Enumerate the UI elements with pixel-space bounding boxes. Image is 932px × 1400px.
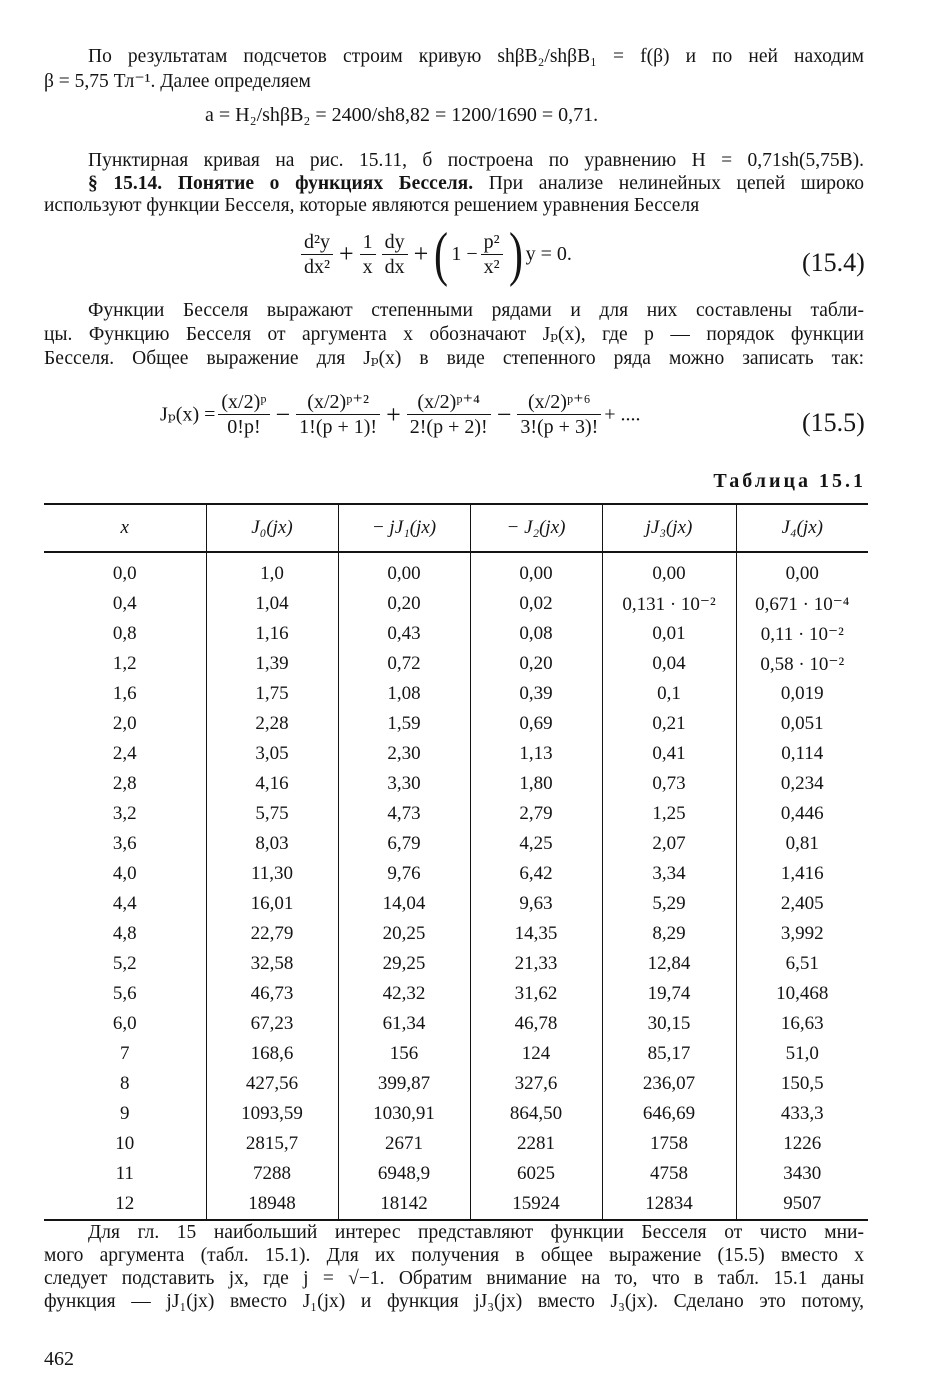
table-cell: 12834 xyxy=(602,1189,736,1220)
table-cell: 2,8 xyxy=(112,773,137,794)
equation-15-4: $\frac{\text{d²y}}{\text{dx²}}$ + $\frac{1}{x}$ $\frac{dy}{dx}$ +( 1 − $\frac{\text{p²}}{\text{x²}}$ ) y = 0. xyxy=(298,224,572,288)
column-header: − J₂(jx) xyxy=(470,504,602,552)
fraction: $\frac{\text{d²y}}{\text{dx²}}$ xyxy=(301,230,333,279)
table-row xyxy=(44,589,868,619)
table-cell: 1758 xyxy=(602,1129,736,1159)
table-cell: 0,20 xyxy=(470,649,602,679)
table-cell: 0,11 · 10⁻² xyxy=(736,619,868,649)
table-cell: 0,00 xyxy=(602,552,736,589)
table-cell: 0,39 xyxy=(470,679,602,709)
table-cell: 21,33 xyxy=(470,949,602,979)
table-cell: 14,35 xyxy=(470,919,602,949)
column-header: J₄(jx) xyxy=(736,504,868,552)
table-row xyxy=(44,1069,868,1099)
column-header: J₀(jx) xyxy=(206,504,338,552)
table-cell: 6,79 xyxy=(338,829,470,859)
table-cell: 15924 xyxy=(470,1189,602,1220)
table-body xyxy=(44,552,868,1220)
table-row xyxy=(44,709,868,739)
table-cell: 3,2 xyxy=(112,803,137,824)
equation-number: (15.4) xyxy=(802,248,865,277)
table-row xyxy=(44,799,868,829)
table-cell: 22,79 xyxy=(206,919,338,949)
table-cell: 4,8 xyxy=(112,923,137,944)
table-cell: 0,019 xyxy=(736,679,868,709)
table-cell: 4,4 xyxy=(112,893,137,914)
table-cell: 1,16 xyxy=(206,619,338,649)
table-cell: 0,00 xyxy=(736,552,868,589)
table-cell: 8,03 xyxy=(206,829,338,859)
table-row xyxy=(44,859,868,889)
table-cell: 12 xyxy=(44,1189,206,1220)
table-cell: 46,73 xyxy=(206,979,338,1009)
table-cell: 29,25 xyxy=(338,949,470,979)
paragraph-line: используют функции Бесселя, которые являются решением уравнения Бесселя xyxy=(44,195,700,216)
table-row xyxy=(44,829,868,859)
table-cell: 0,69 xyxy=(470,709,602,739)
table-cell: 4,73 xyxy=(338,799,470,829)
table-cell: 2,4 xyxy=(112,743,137,764)
fraction: $\frac{\text{(x/2)ᵖ⁺⁴}}{2!(p + 2)!}$ xyxy=(407,390,491,439)
table-cell: 51,0 xyxy=(736,1039,868,1069)
table-cell: 0,73 xyxy=(602,769,736,799)
table-cell: 2671 xyxy=(338,1129,470,1159)
table-row xyxy=(44,889,868,919)
table-cell: 399,87 xyxy=(338,1069,470,1099)
table-cell: 10,468 xyxy=(736,979,868,1009)
table-cell: 0,81 xyxy=(736,829,868,859)
table-cell: 3,05 xyxy=(206,739,338,769)
column-header: − jJ₁(jx) xyxy=(338,504,470,552)
table-row xyxy=(44,739,868,769)
paragraph-line: следует подставить jx, где j = √−1. Обратим внимание на то, что в табл. 15.1 даны xyxy=(44,1268,864,1289)
table-cell: 236,07 xyxy=(602,1069,736,1099)
table-cell: 0,72 xyxy=(338,649,470,679)
table-cell: 4,16 xyxy=(206,769,338,799)
table-cell: 1,2 xyxy=(112,653,137,674)
fraction: $\frac{\text{p²}}{\text{x²}}$ xyxy=(481,230,503,279)
table-row xyxy=(44,552,868,589)
section-heading-line xyxy=(88,173,864,195)
table-cell: 168,6 xyxy=(206,1039,338,1069)
table-caption: Таблица 15.1 xyxy=(713,470,866,492)
table-cell: 5,6 xyxy=(112,983,137,1004)
table-row xyxy=(44,979,868,1009)
table-row xyxy=(44,619,868,649)
equation-15-5: Jₚ(x) = $\frac{\text{(x/2)ᵖ}}{0!p!}$ − $\frac{\text{(x/2)ᵖ⁺²}}{1!(p + 1)!}$ + $\frac{\text{(x/2)ᵖ⁺⁴}}{2!(p + 2)!}$ − $\frac{\text{(x/2)ᵖ⁺⁶}}{3!(p + 3)!}$ + .... xyxy=(160,391,641,438)
table-cell: 3,30 xyxy=(338,769,470,799)
table-header-row xyxy=(44,504,868,552)
table-cell: 2815,7 xyxy=(206,1129,338,1159)
table-cell: 6025 xyxy=(470,1159,602,1189)
table-cell: 327,6 xyxy=(470,1069,602,1099)
table-cell: 0,446 xyxy=(736,799,868,829)
table-cell: 6948,9 xyxy=(338,1159,470,1189)
table-cell: 1,0 xyxy=(206,552,338,589)
table-cell: 18948 xyxy=(206,1189,338,1220)
table-row xyxy=(44,1009,868,1039)
table-cell: 2,30 xyxy=(338,739,470,769)
paragraph-line: Бесселя. Общее выражение для Jₚ(x) в виде степенного ряда можно записать так: xyxy=(44,348,864,369)
table-cell: 1226 xyxy=(736,1129,868,1159)
paragraph-line: мого аргумента (табл. 15.1). Для их получения в общее выражение (15.5) вместо x xyxy=(44,1245,864,1266)
fraction: $\frac{\text{(x/2)ᵖ⁺⁶}}{3!(p + 3)!}$ xyxy=(517,390,601,439)
table-cell: 0,4 xyxy=(112,593,137,614)
section-heading: § 15.14. Понятие о функциях Бесселя. xyxy=(88,173,474,194)
table-cell: 0,1 xyxy=(602,679,736,709)
table-row xyxy=(44,1039,868,1069)
page-number: 462 xyxy=(44,1348,74,1370)
table-cell: 3,6 xyxy=(112,833,137,854)
table-cell: 1,25 xyxy=(602,799,736,829)
table-cell: 9507 xyxy=(736,1189,868,1220)
table-cell: 0,20 xyxy=(338,589,470,619)
table-cell: 46,78 xyxy=(470,1009,602,1039)
table-cell: 7288 xyxy=(206,1159,338,1189)
table-cell: 0,8 xyxy=(112,623,137,644)
table-cell: 4,25 xyxy=(470,829,602,859)
table-cell: 1,75 xyxy=(206,679,338,709)
table-cell: 2,79 xyxy=(470,799,602,829)
paragraph-line: β = 5,75 Тл⁻¹. Далее определяем xyxy=(44,71,311,92)
paragraph-line: По результатам подсчетов строим кривую shβB₂/shβB₁ = f(β) и по ней находим xyxy=(88,46,864,67)
table-cell: 1,80 xyxy=(470,769,602,799)
table-row xyxy=(44,949,868,979)
table-cell: 1,08 xyxy=(338,679,470,709)
fraction: $\frac{1}{x}$ xyxy=(360,230,376,279)
table-cell: 0,00 xyxy=(470,552,602,589)
table-cell: 2,28 xyxy=(206,709,338,739)
table-cell: 6,51 xyxy=(736,949,868,979)
table-cell: 67,23 xyxy=(206,1009,338,1039)
table-cell: 0,00 xyxy=(338,552,470,589)
table-cell: 646,69 xyxy=(602,1099,736,1129)
table-cell: 10 xyxy=(115,1133,135,1154)
table-cell: 31,62 xyxy=(470,979,602,1009)
table-cell: 864,50 xyxy=(470,1099,602,1129)
table-cell: 0,43 xyxy=(338,619,470,649)
table-cell: 14,04 xyxy=(338,889,470,919)
table-cell: 9 xyxy=(120,1103,130,1124)
table-cell: 30,15 xyxy=(602,1009,736,1039)
fraction: $\frac{dy}{dx}$ xyxy=(382,230,408,279)
table-cell: 0,051 xyxy=(736,709,868,739)
table-cell: 1,13 xyxy=(470,739,602,769)
table-cell: 124 xyxy=(470,1039,602,1069)
table-cell: 0,02 xyxy=(470,589,602,619)
paragraph-line: цы. Функцию Бесселя от аргумента x обозначают Jₚ(x), где p — порядок функции xyxy=(44,324,864,345)
table-cell: 427,56 xyxy=(206,1069,338,1099)
table-row xyxy=(44,649,868,679)
table-cell: 6,42 xyxy=(470,859,602,889)
table-cell: 16,01 xyxy=(206,889,338,919)
table-cell: 0,08 xyxy=(470,619,602,649)
table-cell: 3430 xyxy=(736,1159,868,1189)
table-cell: 433,3 xyxy=(736,1099,868,1129)
table-row xyxy=(44,679,868,709)
table-cell: 1,416 xyxy=(736,859,868,889)
table-cell: 2,07 xyxy=(602,829,736,859)
table-cell: 2,405 xyxy=(736,889,868,919)
table-cell: 1,6 xyxy=(112,683,137,704)
table-cell: 8,29 xyxy=(602,919,736,949)
formula-a: a = H₂/shβB₂ = 2400/sh8,82 = 1200/1690 = 0,71. xyxy=(205,104,599,126)
table-row xyxy=(44,919,868,949)
table-cell: 32,58 xyxy=(206,949,338,979)
bessel-table xyxy=(44,503,868,1221)
paragraph-line: Функции Бесселя выражают степенными рядами и для них составлены табли- xyxy=(88,300,864,321)
table-cell: 42,32 xyxy=(338,979,470,1009)
table-cell: 11,30 xyxy=(206,859,338,889)
table-cell: 0,41 xyxy=(602,739,736,769)
paragraph-line: Пунктирная кривая на рис. 15.11, б построена по уравнению H = 0,71sh(5,75B). xyxy=(88,150,864,171)
section-heading-rest: При анализе нелинейных цепей широко xyxy=(488,173,864,194)
table-cell: 1,39 xyxy=(206,649,338,679)
table-cell: 0,114 xyxy=(736,739,868,769)
table-cell: 6,0 xyxy=(112,1013,137,1034)
table-cell: 0,0 xyxy=(112,563,137,584)
table-cell: 19,74 xyxy=(602,979,736,1009)
table-cell: 11 xyxy=(115,1163,134,1184)
paragraph-line: Для гл. 15 наибольший интерес представляют функции Бесселя от чисто мни- xyxy=(88,1222,864,1243)
table-cell: 85,17 xyxy=(602,1039,736,1069)
table-cell: 4758 xyxy=(602,1159,736,1189)
table-row xyxy=(44,1189,868,1220)
table-cell: 9,63 xyxy=(470,889,602,919)
table-cell: 5,75 xyxy=(206,799,338,829)
table-cell: 8 xyxy=(120,1073,130,1094)
table-cell: 3,992 xyxy=(736,919,868,949)
table-row xyxy=(44,1159,868,1189)
table-cell: 0,04 xyxy=(602,649,736,679)
table-row xyxy=(44,769,868,799)
table-row xyxy=(44,1099,868,1129)
table-cell: 5,29 xyxy=(602,889,736,919)
table-cell: 156 xyxy=(338,1039,470,1069)
table-cell: 61,34 xyxy=(338,1009,470,1039)
table-cell: 2,0 xyxy=(112,713,137,734)
paragraph-line: функция — jJ₁(jx) вместо J₁(jx) и функция jJ₃(jx) вместо J₃(jx). Сделано это потому, xyxy=(44,1291,864,1312)
column-header: jJ₃(jx) xyxy=(602,504,736,552)
table-cell: 16,63 xyxy=(736,1009,868,1039)
table-cell: 7 xyxy=(120,1043,130,1064)
table-cell: 0,21 xyxy=(602,709,736,739)
table-cell: 0,131 · 10⁻² xyxy=(602,589,736,619)
fraction: $\frac{\text{(x/2)ᵖ⁺²}}{1!(p + 1)!}$ xyxy=(296,390,380,439)
table-cell: 1,59 xyxy=(338,709,470,739)
table-cell: 0,58 · 10⁻² xyxy=(736,649,868,679)
table-cell: 2281 xyxy=(470,1129,602,1159)
table-cell: 4,0 xyxy=(112,863,137,884)
table-cell: 12,84 xyxy=(602,949,736,979)
column-header: x xyxy=(44,504,206,552)
table-cell: 1030,91 xyxy=(338,1099,470,1129)
table-cell: 0,671 · 10⁻⁴ xyxy=(736,589,868,619)
table-cell: 0,234 xyxy=(736,769,868,799)
table-cell: 3,34 xyxy=(602,859,736,889)
table-cell: 150,5 xyxy=(736,1069,868,1099)
table-cell: 1,04 xyxy=(206,589,338,619)
table-cell: 1093,59 xyxy=(206,1099,338,1129)
fraction: $\frac{\text{(x/2)ᵖ}}{0!p!}$ xyxy=(218,390,269,439)
table-cell: 5,2 xyxy=(112,953,137,974)
equation-number: (15.5) xyxy=(802,408,865,437)
table-cell: 18142 xyxy=(338,1189,470,1220)
table-cell: 0,01 xyxy=(602,619,736,649)
table-cell: 9,76 xyxy=(338,859,470,889)
table-row xyxy=(44,1129,868,1159)
table-cell: 20,25 xyxy=(338,919,470,949)
